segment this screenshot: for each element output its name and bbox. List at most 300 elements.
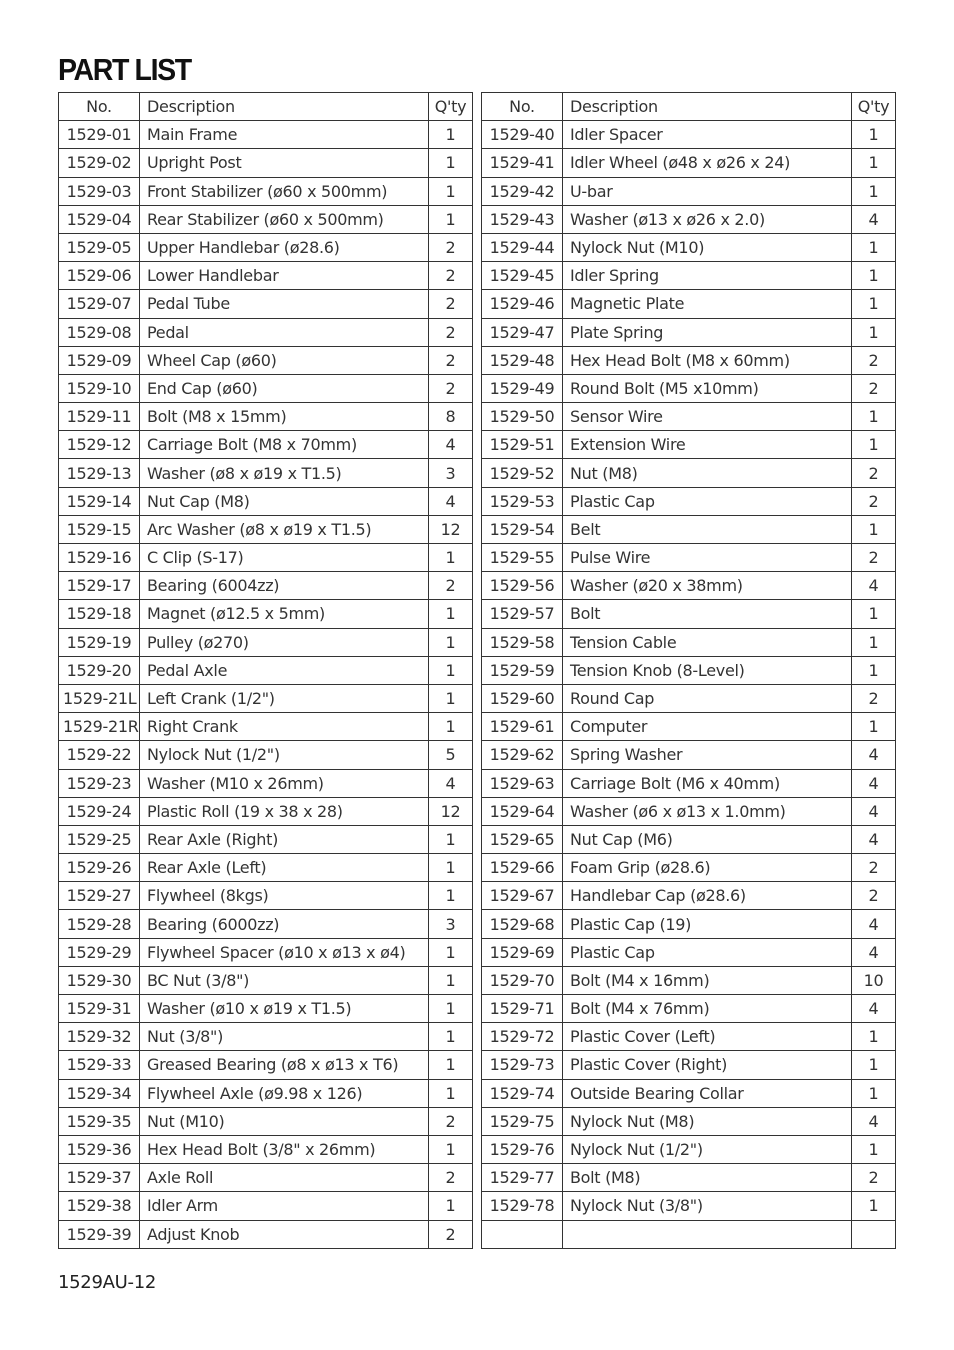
table-row (59, 882, 473, 910)
table-header-row (482, 93, 896, 121)
table-row (482, 544, 896, 572)
part-qty: 1 (429, 121, 473, 149)
part-number: 1529-77 (482, 1164, 563, 1192)
table-row (482, 1220, 896, 1248)
part-number: 1529-24 (59, 797, 140, 825)
part-qty: 2 (429, 1220, 473, 1248)
part-qty: 1 (429, 854, 473, 882)
parts-rows-left (59, 121, 473, 1249)
part-qty: 2 (852, 459, 896, 487)
part-qty: 1 (429, 713, 473, 741)
parts-table-left (58, 92, 473, 1249)
part-description: Rear Axle (Right) (140, 825, 429, 853)
part-number: 1529-10 (59, 374, 140, 402)
part-number: 1529-14 (59, 487, 140, 515)
table-row (482, 1107, 896, 1135)
part-description: Tension Knob (8-Level) (563, 656, 852, 684)
table-row (59, 741, 473, 769)
part-description: Wheel Cap (ø60) (140, 346, 429, 374)
part-number: 1529-13 (59, 459, 140, 487)
part-qty: 4 (852, 741, 896, 769)
part-number: 1529-07 (59, 290, 140, 318)
part-description: Greased Bearing (ø8 x ø13 x T6) (140, 1051, 429, 1079)
part-number: 1529-41 (482, 149, 563, 177)
table-row (482, 403, 896, 431)
table-row (482, 177, 896, 205)
table-row (482, 1192, 896, 1220)
part-number: 1529-59 (482, 656, 563, 684)
part-description: Computer (563, 713, 852, 741)
part-number: 1529-29 (59, 938, 140, 966)
table-row (482, 713, 896, 741)
table-row (59, 769, 473, 797)
table-row (482, 205, 896, 233)
part-number: 1529-22 (59, 741, 140, 769)
part-number: 1529-75 (482, 1107, 563, 1135)
part-number: 1529-73 (482, 1051, 563, 1079)
table-row (482, 431, 896, 459)
part-number: 1529-72 (482, 1023, 563, 1051)
part-description: Main Frame (140, 121, 429, 149)
part-qty: 1 (852, 1079, 896, 1107)
part-qty: 1 (429, 544, 473, 572)
part-number: 1529-33 (59, 1051, 140, 1079)
part-qty: 1 (429, 995, 473, 1023)
table-row (482, 684, 896, 712)
part-qty: 2 (852, 374, 896, 402)
part-number: 1529-70 (482, 966, 563, 994)
part-number: 1529-36 (59, 1135, 140, 1163)
part-description: Hex Head Bolt (3/8" x 26mm) (140, 1135, 429, 1163)
part-number: 1529-56 (482, 572, 563, 600)
table-row (482, 966, 896, 994)
part-qty: 2 (429, 1107, 473, 1135)
part-description: Handlebar Cap (ø28.6) (563, 882, 852, 910)
part-qty: 1 (429, 882, 473, 910)
part-qty: 4 (429, 769, 473, 797)
part-qty: 1 (429, 1023, 473, 1051)
header-no: No. (482, 93, 563, 121)
table-row (482, 572, 896, 600)
part-description: Idler Arm (140, 1192, 429, 1220)
part-description: Rear Stabilizer (ø60 x 500mm) (140, 205, 429, 233)
table-row (59, 290, 473, 318)
part-description: U-bar (563, 177, 852, 205)
table-row (482, 290, 896, 318)
table-row (482, 797, 896, 825)
table-row (482, 1135, 896, 1163)
part-description: Flywheel (8kgs) (140, 882, 429, 910)
part-description: Pulley (ø270) (140, 628, 429, 656)
table-row (59, 966, 473, 994)
part-qty: 2 (852, 684, 896, 712)
part-qty: 1 (852, 121, 896, 149)
part-description: Idler Spring (563, 262, 852, 290)
part-number: 1529-11 (59, 403, 140, 431)
part-number: 1529-44 (482, 233, 563, 261)
table-row (482, 628, 896, 656)
part-qty: 1 (852, 233, 896, 261)
table-row (482, 487, 896, 515)
part-number: 1529-45 (482, 262, 563, 290)
part-number: 1529-67 (482, 882, 563, 910)
part-qty: 1 (852, 262, 896, 290)
part-qty: 1 (429, 600, 473, 628)
part-number: 1529-39 (59, 1220, 140, 1248)
part-qty: 1 (429, 1192, 473, 1220)
part-number: 1529-66 (482, 854, 563, 882)
part-number: 1529-64 (482, 797, 563, 825)
part-qty: 1 (852, 403, 896, 431)
part-number: 1529-37 (59, 1164, 140, 1192)
part-description: End Cap (ø60) (140, 374, 429, 402)
table-row (59, 431, 473, 459)
part-qty: 1 (429, 1135, 473, 1163)
table-row (482, 938, 896, 966)
table-row (482, 1079, 896, 1107)
part-number: 1529-43 (482, 205, 563, 233)
part-number: 1529-52 (482, 459, 563, 487)
part-description: Flywheel Axle (ø9.98 x 126) (140, 1079, 429, 1107)
part-description: Tension Cable (563, 628, 852, 656)
table-row (482, 769, 896, 797)
part-qty (852, 1220, 896, 1248)
parts-rows-right (482, 121, 896, 1249)
part-qty: 2 (429, 572, 473, 600)
part-number: 1529-21L (59, 684, 140, 712)
table-row (59, 995, 473, 1023)
table-row (482, 459, 896, 487)
table-row (59, 854, 473, 882)
table-row (482, 515, 896, 543)
part-qty: 1 (852, 318, 896, 346)
table-row (482, 825, 896, 853)
part-qty: 2 (852, 1164, 896, 1192)
part-description: Extension Wire (563, 431, 852, 459)
part-description: Foam Grip (ø28.6) (563, 854, 852, 882)
table-row (59, 262, 473, 290)
part-number: 1529-61 (482, 713, 563, 741)
part-description: Magnet (ø12.5 x 5mm) (140, 600, 429, 628)
part-description: Adjust Knob (140, 1220, 429, 1248)
part-description: Upper Handlebar (ø28.6) (140, 233, 429, 261)
part-number: 1529-28 (59, 910, 140, 938)
table-row (59, 1107, 473, 1135)
part-qty: 1 (852, 1023, 896, 1051)
table-row (59, 910, 473, 938)
table-row (59, 374, 473, 402)
part-description: Plastic Cap (563, 487, 852, 515)
part-qty: 1 (852, 149, 896, 177)
part-qty: 1 (852, 713, 896, 741)
part-qty: 4 (852, 572, 896, 600)
part-qty: 2 (429, 318, 473, 346)
part-qty: 4 (852, 938, 896, 966)
part-number: 1529-48 (482, 346, 563, 374)
part-number: 1529-55 (482, 544, 563, 572)
table-row (59, 797, 473, 825)
part-description: Plastic Cap (19) (563, 910, 852, 938)
part-description: Bearing (6004zz) (140, 572, 429, 600)
table-row (59, 572, 473, 600)
part-qty: 3 (429, 910, 473, 938)
part-qty: 5 (429, 741, 473, 769)
table-row (59, 149, 473, 177)
part-number: 1529-60 (482, 684, 563, 712)
part-number: 1529-31 (59, 995, 140, 1023)
part-description: Plastic Roll (19 x 38 x 28) (140, 797, 429, 825)
part-description: BC Nut (3/8") (140, 966, 429, 994)
part-description: Round Cap (563, 684, 852, 712)
table-row (482, 121, 896, 149)
part-number: 1529-51 (482, 431, 563, 459)
part-qty: 4 (852, 205, 896, 233)
table-row (482, 995, 896, 1023)
part-description: Nylock Nut (1/2") (563, 1135, 852, 1163)
part-qty: 1 (852, 1135, 896, 1163)
part-number: 1529-42 (482, 177, 563, 205)
table-row (59, 1192, 473, 1220)
part-qty: 1 (429, 205, 473, 233)
table-row (59, 938, 473, 966)
part-number: 1529-74 (482, 1079, 563, 1107)
part-description: Spring Washer (563, 741, 852, 769)
table-row (59, 515, 473, 543)
table-row (59, 177, 473, 205)
part-number: 1529-76 (482, 1135, 563, 1163)
part-number: 1529-46 (482, 290, 563, 318)
part-number: 1529-71 (482, 995, 563, 1023)
part-description: Bolt (563, 600, 852, 628)
part-description: Rear Axle (Left) (140, 854, 429, 882)
part-description: Washer (ø8 x ø19 x T1.5) (140, 459, 429, 487)
part-number: 1529-47 (482, 318, 563, 346)
part-number: 1529-62 (482, 741, 563, 769)
part-number: 1529-27 (59, 882, 140, 910)
part-number: 1529-03 (59, 177, 140, 205)
part-qty: 1 (429, 177, 473, 205)
part-description: Pedal Tube (140, 290, 429, 318)
table-row (59, 121, 473, 149)
part-qty: 1 (429, 1079, 473, 1107)
part-description: Pedal Axle (140, 656, 429, 684)
table-row (482, 318, 896, 346)
table-row (59, 459, 473, 487)
table-row (59, 628, 473, 656)
header-description: Description (563, 93, 852, 121)
part-number: 1529-08 (59, 318, 140, 346)
part-qty: 10 (852, 966, 896, 994)
table-row (59, 600, 473, 628)
part-description: Plastic Cover (Left) (563, 1023, 852, 1051)
part-description: Pedal (140, 318, 429, 346)
part-description: C Clip (S-17) (140, 544, 429, 572)
part-qty: 4 (852, 995, 896, 1023)
part-number: 1529-04 (59, 205, 140, 233)
part-number: 1529-17 (59, 572, 140, 600)
part-qty: 1 (852, 1051, 896, 1079)
part-qty: 1 (852, 431, 896, 459)
part-qty: 4 (852, 1107, 896, 1135)
part-number (482, 1220, 563, 1248)
part-number: 1529-01 (59, 121, 140, 149)
part-number: 1529-06 (59, 262, 140, 290)
table-row (482, 882, 896, 910)
part-description: Washer (ø10 x ø19 x T1.5) (140, 995, 429, 1023)
part-qty: 3 (429, 459, 473, 487)
table-row (482, 854, 896, 882)
part-number: 1529-09 (59, 346, 140, 374)
table-row (59, 684, 473, 712)
part-description: Plastic Cap (563, 938, 852, 966)
part-number: 1529-02 (59, 149, 140, 177)
part-qty: 2 (852, 882, 896, 910)
part-description: Front Stabilizer (ø60 x 500mm) (140, 177, 429, 205)
part-qty: 2 (852, 544, 896, 572)
part-description: Plate Spring (563, 318, 852, 346)
table-row (482, 910, 896, 938)
part-description: Belt (563, 515, 852, 543)
table-row (482, 656, 896, 684)
part-qty: 1 (429, 825, 473, 853)
part-description: Nylock Nut (3/8") (563, 1192, 852, 1220)
part-description: Idler Spacer (563, 121, 852, 149)
part-number: 1529-19 (59, 628, 140, 656)
part-qty: 4 (852, 797, 896, 825)
part-description: Nylock Nut (1/2") (140, 741, 429, 769)
part-qty: 1 (429, 1051, 473, 1079)
part-qty: 1 (852, 515, 896, 543)
part-description: Bolt (M4 x 76mm) (563, 995, 852, 1023)
part-qty: 2 (429, 233, 473, 261)
part-number: 1529-16 (59, 544, 140, 572)
part-description: Idler Wheel (ø48 x ø26 x 24) (563, 149, 852, 177)
table-row (59, 233, 473, 261)
part-number: 1529-15 (59, 515, 140, 543)
part-description: Plastic Cover (Right) (563, 1051, 852, 1079)
part-qty: 1 (852, 290, 896, 318)
part-qty: 12 (429, 515, 473, 543)
table-row (482, 149, 896, 177)
part-description: Upright Post (140, 149, 429, 177)
part-qty: 1 (852, 177, 896, 205)
part-number: 1529-12 (59, 431, 140, 459)
part-description: Washer (ø13 x ø26 x 2.0) (563, 205, 852, 233)
part-qty: 2 (429, 262, 473, 290)
part-qty: 2 (429, 290, 473, 318)
table-row (59, 713, 473, 741)
part-number: 1529-18 (59, 600, 140, 628)
table-row (482, 1023, 896, 1051)
part-number: 1529-54 (482, 515, 563, 543)
part-qty: 4 (429, 487, 473, 515)
part-number: 1529-34 (59, 1079, 140, 1107)
part-description: Nylock Nut (M8) (563, 1107, 852, 1135)
part-qty: 8 (429, 403, 473, 431)
header-qty: Q'ty (429, 93, 473, 121)
header-description: Description (140, 93, 429, 121)
part-description: Nut Cap (M8) (140, 487, 429, 515)
part-number: 1529-25 (59, 825, 140, 853)
part-description: Right Crank (140, 713, 429, 741)
part-description: Bolt (M8 x 15mm) (140, 403, 429, 431)
part-description: Washer (ø20 x 38mm) (563, 572, 852, 600)
part-description: Bolt (M8) (563, 1164, 852, 1192)
header-no: No. (59, 93, 140, 121)
part-description (563, 1220, 852, 1248)
part-qty: 1 (852, 628, 896, 656)
part-number: 1529-32 (59, 1023, 140, 1051)
part-qty: 2 (852, 346, 896, 374)
part-qty: 2 (429, 374, 473, 402)
table-header-row (59, 93, 473, 121)
page-title: PART LIST (58, 52, 191, 87)
part-number: 1529-63 (482, 769, 563, 797)
table-row (59, 544, 473, 572)
part-number: 1529-68 (482, 910, 563, 938)
part-qty: 1 (852, 1192, 896, 1220)
part-qty: 4 (852, 910, 896, 938)
part-number: 1529-26 (59, 854, 140, 882)
part-description: Bearing (6000zz) (140, 910, 429, 938)
part-description: Flywheel Spacer (ø10 x ø13 x ø4) (140, 938, 429, 966)
part-qty: 1 (429, 656, 473, 684)
table-row (59, 318, 473, 346)
parts-table-right (481, 92, 896, 1249)
part-description: Washer (M10 x 26mm) (140, 769, 429, 797)
table-row (59, 1220, 473, 1248)
part-number: 1529-35 (59, 1107, 140, 1135)
part-description: Washer (ø6 x ø13 x 1.0mm) (563, 797, 852, 825)
part-description: Sensor Wire (563, 403, 852, 431)
table-row (59, 1135, 473, 1163)
part-description: Carriage Bolt (M6 x 40mm) (563, 769, 852, 797)
part-qty: 1 (429, 628, 473, 656)
part-number: 1529-57 (482, 600, 563, 628)
table-row (482, 374, 896, 402)
part-qty: 2 (429, 1164, 473, 1192)
part-number: 1529-40 (482, 121, 563, 149)
part-qty: 2 (852, 487, 896, 515)
table-row (482, 600, 896, 628)
table-row (482, 741, 896, 769)
part-description: Magnetic Plate (563, 290, 852, 318)
table-row (482, 262, 896, 290)
part-qty: 4 (852, 769, 896, 797)
table-row (59, 825, 473, 853)
part-description: Round Bolt (M5 x10mm) (563, 374, 852, 402)
part-number: 1529-49 (482, 374, 563, 402)
table-row (59, 205, 473, 233)
table-row (482, 233, 896, 261)
part-number: 1529-21R (59, 713, 140, 741)
table-row (482, 346, 896, 374)
part-qty: 1 (429, 149, 473, 177)
part-qty: 4 (429, 431, 473, 459)
part-description: Arc Washer (ø8 x ø19 x T1.5) (140, 515, 429, 543)
table-row (59, 656, 473, 684)
part-description: Carriage Bolt (M8 x 70mm) (140, 431, 429, 459)
part-description: Nut Cap (M6) (563, 825, 852, 853)
part-qty: 1 (852, 656, 896, 684)
part-number: 1529-69 (482, 938, 563, 966)
table-row (482, 1051, 896, 1079)
table-row (482, 1164, 896, 1192)
table-row (59, 403, 473, 431)
part-number: 1529-65 (482, 825, 563, 853)
part-description: Left Crank (1/2") (140, 684, 429, 712)
part-qty: 1 (429, 938, 473, 966)
